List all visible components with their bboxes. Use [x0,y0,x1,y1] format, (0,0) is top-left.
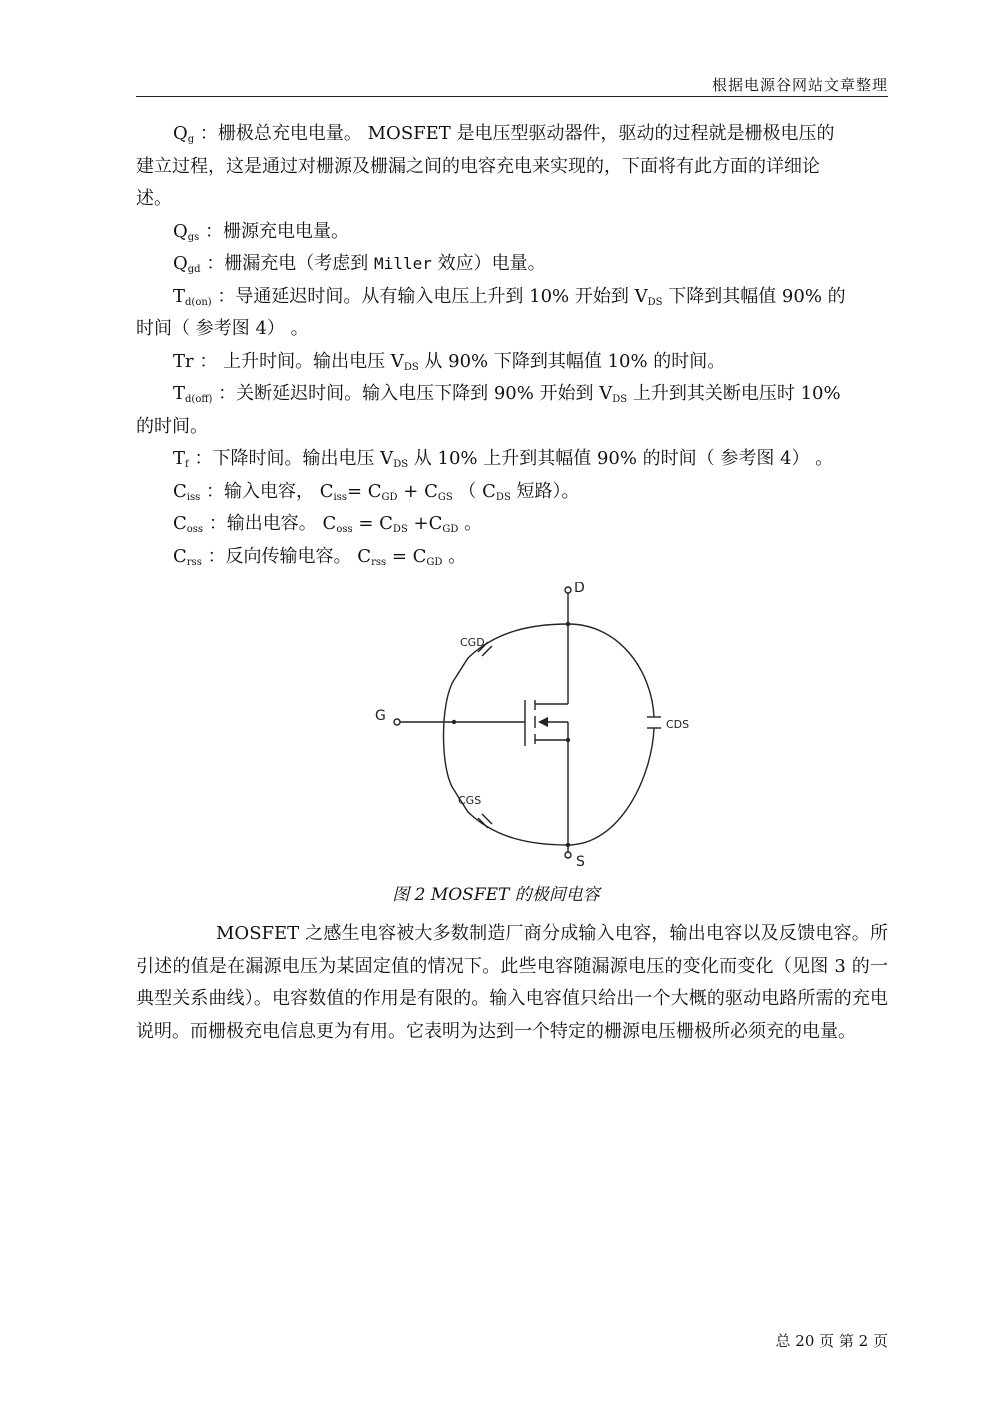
def-text: ：栅漏充电（考虑到 [206,253,375,274]
def-text: 从 10% 上升到其幅值 90% 的时间（ 参考图 4） 。 [408,448,834,469]
symbol: Q [173,220,188,242]
cds-right-lower [568,728,654,845]
symbol: T [173,383,186,404]
symbol-sub: DS [647,296,663,308]
symbol-sub: GD [442,524,459,535]
def-text: 上升到其关断电压时 10% [627,383,841,404]
symbol-sub: GS [437,491,453,503]
symbol: Tr [173,350,194,372]
def-text: 效应）电量。 [431,253,546,274]
def-text: = C [352,513,393,534]
symbol-sub: oss [336,524,353,535]
symbol-sub: d(off) [185,394,213,405]
body-arrow-icon [538,717,548,727]
symbol-sub: DS [393,459,409,470]
def-tr [136,346,888,379]
def-text: ：栅极总充电电量。 MOSFET 是电压型驱动器件，驱动的过程就是栅极电压的 [199,123,835,144]
symbol-sub: iss [186,491,201,503]
cgs-plate-b [482,814,492,824]
symbol-sub: rss [371,556,387,568]
def-text: +C [407,513,443,534]
def-text: + C [397,480,438,502]
symbol-sub: g [187,134,195,145]
def-tdon [136,281,888,314]
drain-terminal-icon [565,587,571,593]
def-crss [136,541,888,574]
junction-dot [566,843,570,847]
body-paragraph: MOSFET 之感生电容被大多数制造厂商分成输入电容，输出电容以及反馈电容。所引述的值是在漏源电压为某固定值的情况下。此些电容随漏源电压的变化而变化（见图 3 的一典型关系曲线）。电容数值的作用是有限的。输入电容值只给出一个大概的驱动电路所需的充电说明。而栅极充电信息更为有用。它表明为达到一个特定的栅源电压栅极所必须充的电量。 [136,923,888,1042]
symbol-sub: iss [333,491,347,503]
label-cds: CDS [666,718,690,731]
symbol: Q [173,123,188,144]
gate-terminal-icon [394,719,400,725]
symbol-sub: GD [426,556,443,568]
symbol-sub: f [185,459,189,470]
def-text: ：反向传输电容。 C [207,545,372,567]
symbol: C [173,480,187,502]
def-qg-cont1: 建立过程，这是通过对栅源及栅漏之间的电容充电来实现的，下面将有此方面的详细论 [136,155,820,177]
junction-dot [566,622,570,626]
symbol-sub: oss [186,524,204,535]
def-tf [136,443,888,476]
def-text: ：栅源充电电量。 [205,220,350,242]
junction-dot [452,720,456,724]
symbol: T [173,448,186,469]
symbol: T [173,285,186,307]
cgd-wire [454,624,568,680]
source-terminal-icon [565,852,571,858]
miller-term: Miller [374,254,432,273]
symbol-sub: DS [612,394,628,405]
label-cgs: CGS [458,794,482,807]
label-s: S [576,854,585,870]
symbol-sub: GD [381,491,398,503]
mosfet-capacitance-diagram [370,582,700,872]
def-text: 。 [458,513,483,534]
symbol-sub: DS [403,361,419,373]
def-text: ：输出电容。 C [208,513,337,534]
label-d: D [574,582,585,596]
def-qgd [136,248,888,281]
symbol-sub: DS [392,524,408,535]
def-text: ：关断延迟时间。输入电压下降到 90% 开始到 V [218,383,613,404]
page-header [136,72,888,97]
symbol-sub: d(on) [185,296,212,308]
def-coss [136,508,888,541]
g-left-arc [444,680,455,790]
def-text: （ C [452,480,496,502]
def-text: ：导通延迟时间。从有输入电压上升到 10% 开始到 V [217,285,648,307]
def-tdoff [136,378,888,411]
def-text: 。 [442,545,467,567]
def-tdoff-cont: 的时间。 [136,415,208,437]
symbol: Q [173,253,188,274]
symbol-sub: gd [187,264,201,275]
def-text: ：输入电容， C [205,480,334,502]
symbol: C [173,545,187,567]
def-qg [136,118,888,151]
def-text: 下降到其幅值 90% 的 [662,285,846,307]
symbol-sub: gs [187,231,200,243]
definitions-list [136,118,888,573]
def-text: = C [346,480,382,502]
def-text: = C [386,545,427,567]
cds-right-upper [568,624,654,717]
def-text: 从 90% 下降到其幅值 10% 的时间。 [418,350,726,372]
symbol-sub: DS [495,491,511,503]
def-text: 短路）。 [510,480,580,502]
def-text: ： 上升时间。输出电压 V [199,350,404,372]
symbol-sub: rss [186,556,202,568]
figure-caption: 图 2 MOSFET 的极间电容 [392,885,600,905]
def-ciss [136,476,888,509]
def-qgs [136,216,888,249]
label-g: G [375,708,386,724]
header-title: 根据电源谷网站文章整理 [711,76,888,94]
mosfet-circuit-svg [370,582,700,872]
cgs-plate-a [478,818,488,828]
def-text: ：下降时间。输出电压 V [194,448,394,469]
label-cgd: CGD [460,636,485,649]
page-footer: 总 20 页 第 2 页 [775,1332,888,1350]
def-qg-cont2: 述。 [136,188,172,209]
def-tdon-cont: 时间（ 参考图 4） 。 [136,318,309,339]
symbol: C [173,513,187,534]
junction-dot [566,738,570,742]
